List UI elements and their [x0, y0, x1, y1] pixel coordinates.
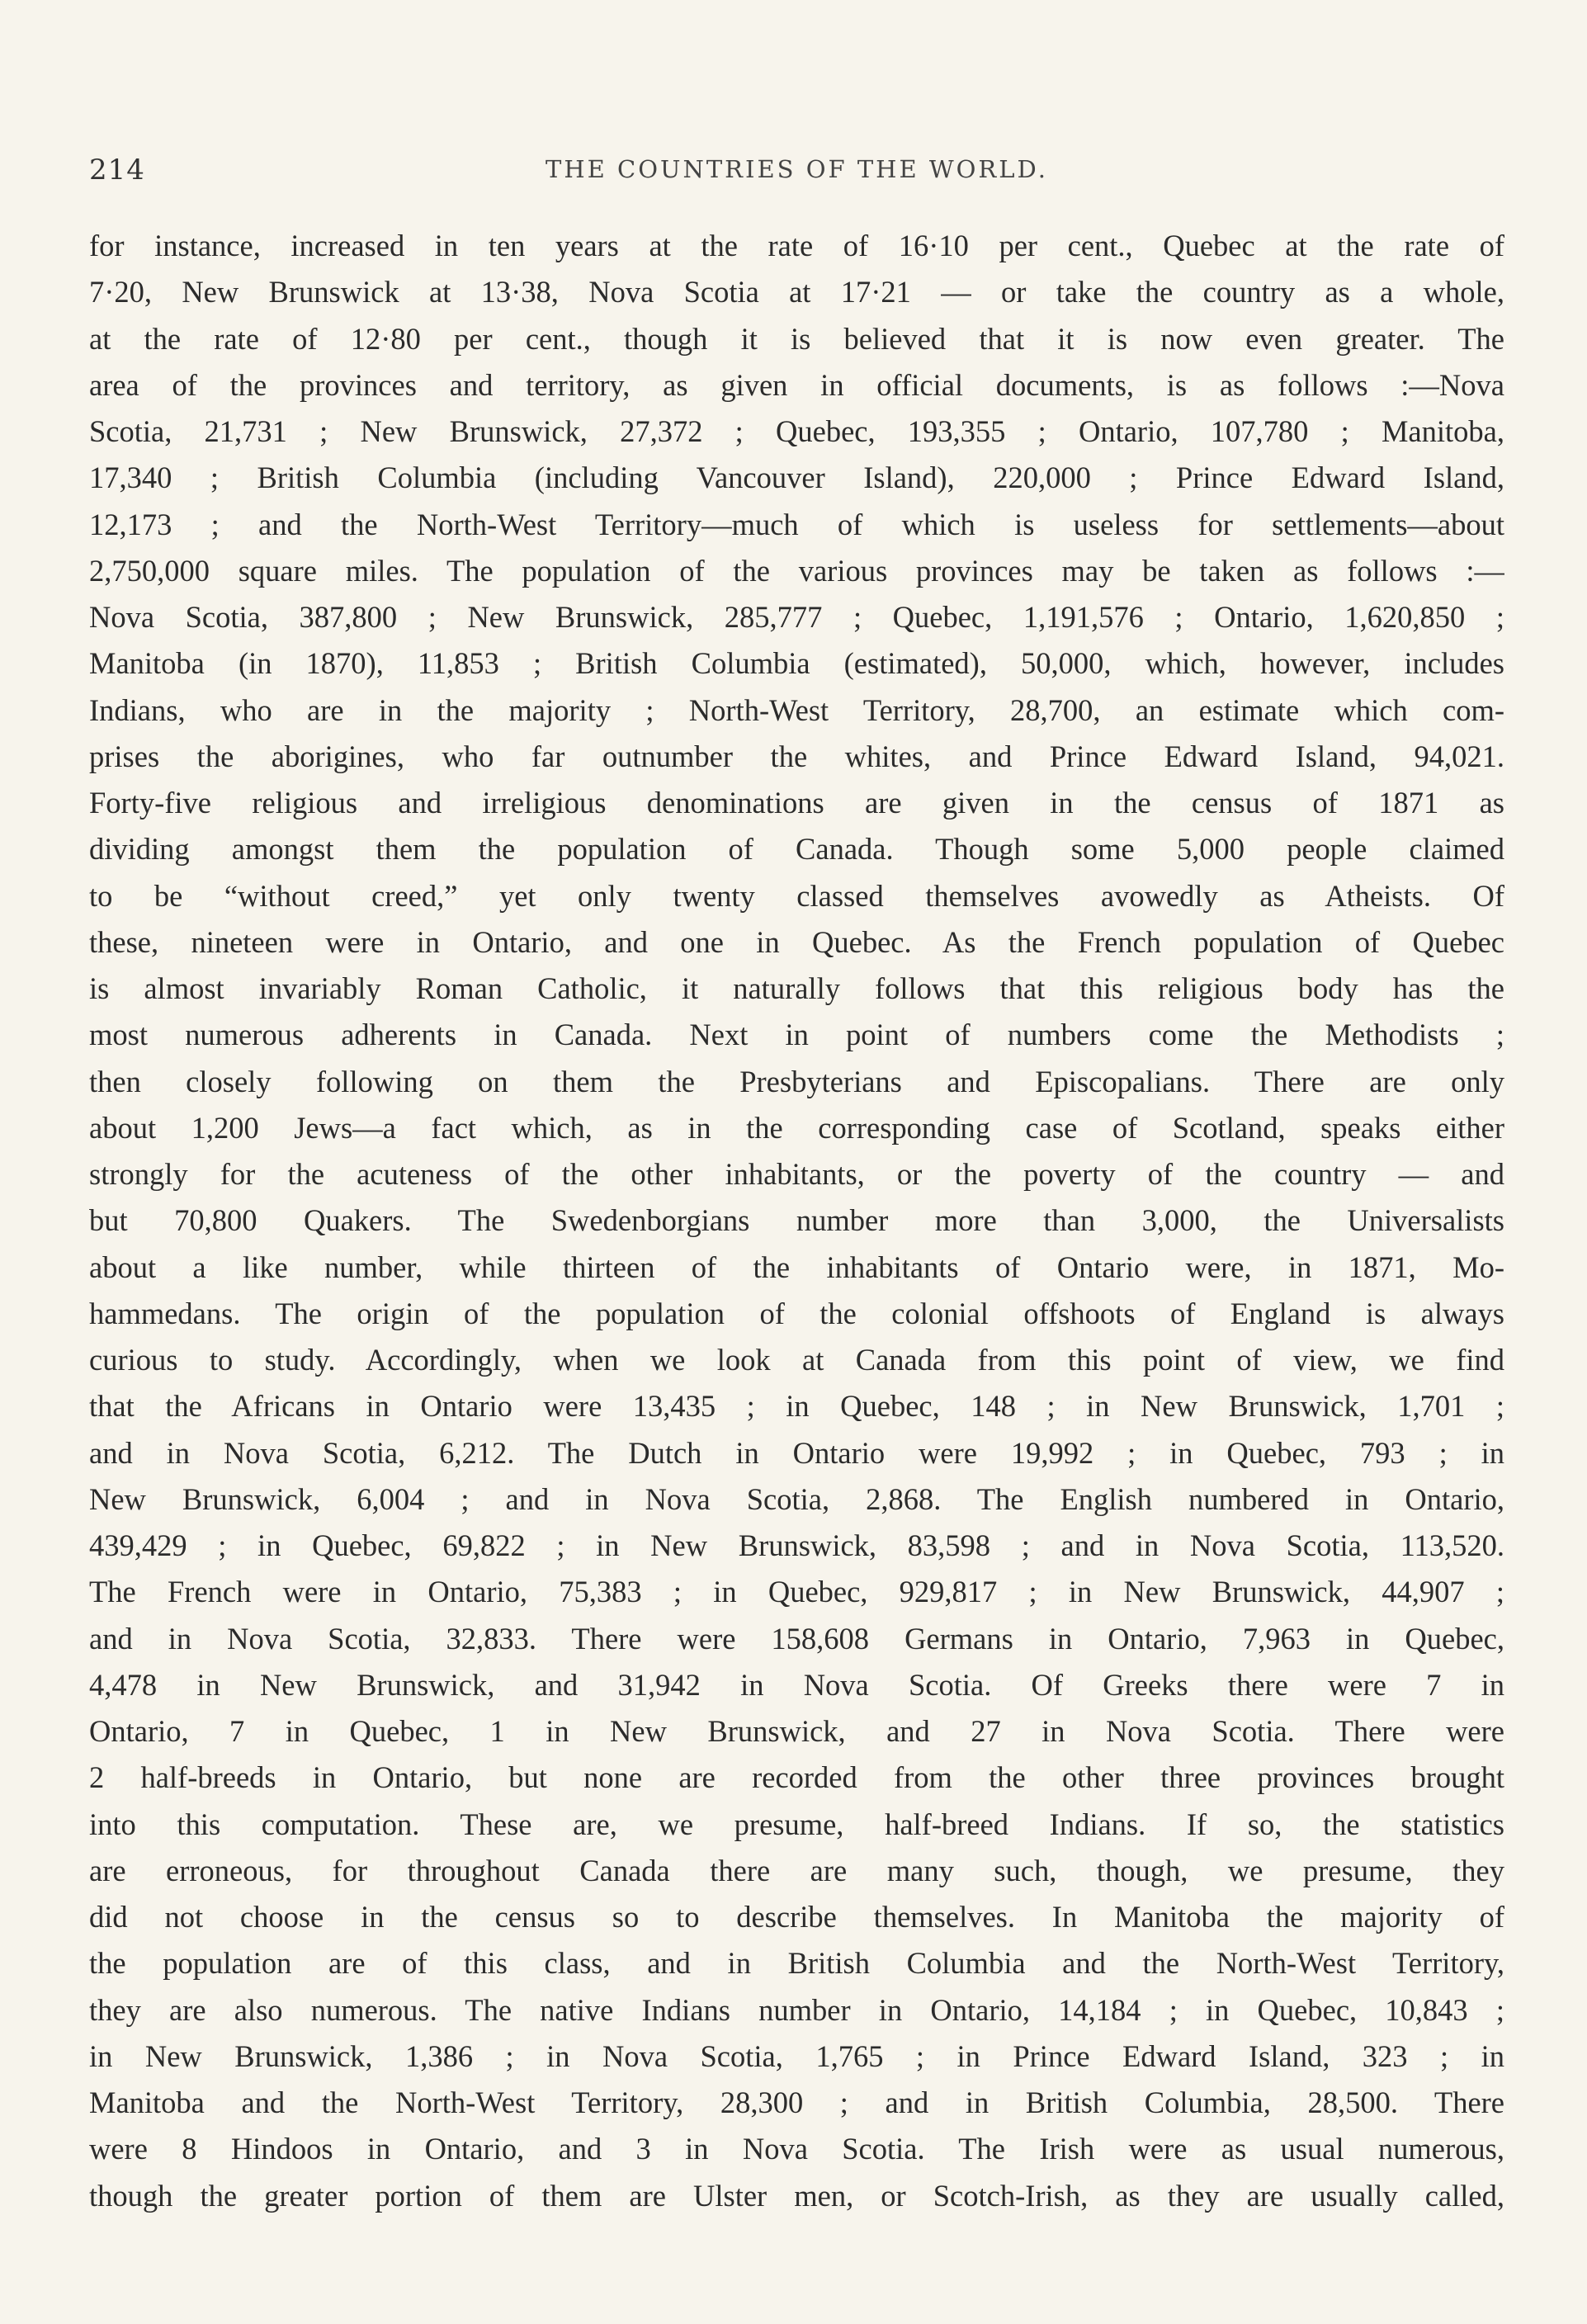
text-line: Nova Scotia, 387,800 ; New Brunswick, 285,777 ; Quebec, 1,191,576 ; Ontario, 1,620,850 ; [89, 600, 1504, 634]
text-line: did not choose in the census so to describe themselves. In Manitoba the majority of [89, 1900, 1504, 1934]
text-line: Scotia, 21,731 ; New Brunswick, 27,372 ; Quebec, 193,355 ; Ontario, 107,780 ; Manitoba, [89, 414, 1504, 448]
text-line: dividing amongst them the population of Canada. Though some 5,000 people claimed [89, 832, 1504, 867]
text-line: to be “without creed,” yet only twenty classed themselves avowedly as Atheists. Of [89, 878, 1504, 913]
text-line: these, nineteen were in Ontario, and one in Quebec. As the French population of Quebec [89, 924, 1504, 959]
text-line: strongly for the acuteness of the other inhabitants, or the poverty of the country — and [89, 1157, 1504, 1191]
text-line: area of the provinces and territory, as given in official documents, is as follows :—Nova [89, 367, 1504, 402]
text-line: New Brunswick, 6,004 ; and in Nova Scotia, 2,868. The English numbered in Ontario, [89, 1481, 1504, 1516]
text-line: they are also numerous. The native Indians number in Ontario, 14,184 ; in Quebec, 10,843 ; [89, 1992, 1504, 2027]
text-line: Indians, who are in the majority ; North-West Territory, 28,700, an estimate which com- [89, 692, 1504, 727]
text-line: about a like number, while thirteen of the inhabitants of Ontario were, in 1871, Mo- [89, 1249, 1504, 1284]
text-line: at the rate of 12·80 per cent., though it is believed that it is now even greater. The [89, 321, 1504, 356]
text-line: Forty-five religious and irreligious denominations are given in the census of 1871 as [89, 786, 1504, 820]
text-line: The French were in Ontario, 75,383 ; in Quebec, 929,817 ; in New Brunswick, 44,907 ; [89, 1575, 1504, 1609]
text-line: 4,478 in New Brunswick, and 31,942 in Nova Scotia. Of Greeks there were 7 in [89, 1667, 1504, 1702]
running-head [89, 154, 1504, 195]
text-line: curious to study. Accordingly, when we look at Canada from this point of view, we find [89, 1343, 1504, 1377]
body-paragraph [89, 223, 1504, 2219]
text-line: most numerous adherents in Canada. Next in point of numbers come the Methodists ; [89, 1018, 1504, 1052]
running-title: THE COUNTRIES OF THE WORLD. [546, 155, 1048, 183]
text-line: Manitoba (in 1870), 11,853 ; British Columbia (estimated), 50,000, which, however, includes [89, 646, 1504, 681]
text-line: 2,750,000 square miles. The population of the various provinces may be taken as follows :— [89, 553, 1504, 588]
page-number: 214 [89, 154, 145, 187]
text-line: 439,429 ; in Quebec, 69,822 ; in New Brunswick, 83,598 ; and in Nova Scotia, 113,520. [89, 1528, 1504, 1562]
text-line: 2 half-breeds in Ontario, but none are recorded from the other three provinces brought [89, 1760, 1504, 1795]
text-line: about 1,200 Jews—a fact which, as in the corresponding case of Scotland, speaks either [89, 1110, 1504, 1145]
text-line: into this computation. These are, we presume, half-breed Indians. If so, the statistics [89, 1807, 1504, 1841]
text-line: are erroneous, for throughout Canada there are many such, though, we presume, they [89, 1853, 1504, 1887]
text-line: in New Brunswick, 1,386 ; in Nova Scotia, 1,765 ; in Prince Edward Island, 323 ; in [89, 2038, 1504, 2073]
text-line: hammedans. The origin of the population of the colonial offshoots of England is always [89, 1296, 1504, 1330]
text-line: that the Africans in Ontario were 13,435 ; in Quebec, 148 ; in New Brunswick, 1,701 ; [89, 1389, 1504, 1424]
text-line: then closely following on them the Presbyterians and Episcopalians. There are only [89, 1064, 1504, 1098]
text-line: prises the aborigines, who far outnumber the whites, and Prince Edward Island, 94,021. [89, 739, 1504, 773]
text-line: Manitoba and the North-West Territory, 28,300 ; and in British Columbia, 28,500. There [89, 2085, 1504, 2119]
text-line: Ontario, 7 in Quebec, 1 in New Brunswick, and 27 in Nova Scotia. There were [89, 1714, 1504, 1748]
text-line: 17,340 ; British Columbia (including Vancouver Island), 220,000 ; Prince Edward Island, [89, 461, 1504, 495]
text-line: and in Nova Scotia, 6,212. The Dutch in Ontario were 19,992 ; in Quebec, 793 ; in [89, 1435, 1504, 1470]
text-line: were 8 Hindoos in Ontario, and 3 in Nova Scotia. The Irish were as usual numerous, [89, 2132, 1504, 2166]
text-line: but 70,800 Quakers. The Swedenborgians number more than 3,000, the Universalists [89, 1203, 1504, 1238]
text-line: 12,173 ; and the North-West Territory—much of which is useless for settlements—about [89, 507, 1504, 541]
text-line: for instance, increased in ten years at the rate of 16·10 per cent., Quebec at the rate of [89, 229, 1504, 262]
text-line: though the greater portion of them are Ulster men, or Scotch-Irish, as they are usually called, [89, 2178, 1504, 2213]
text-line: and in Nova Scotia, 32,833. There were 158,608 Germans in Ontario, 7,963 in Quebec, [89, 1621, 1504, 1656]
text-line: the population are of this class, and in British Columbia and the North-West Territory, [89, 1946, 1504, 1981]
text-line: 7·20, New Brunswick at 13·38, Nova Scotia at 17·21 — or take the country as a whole, [89, 275, 1504, 309]
text-line: is almost invariably Roman Catholic, it naturally follows that this religious body has the [89, 971, 1504, 1005]
